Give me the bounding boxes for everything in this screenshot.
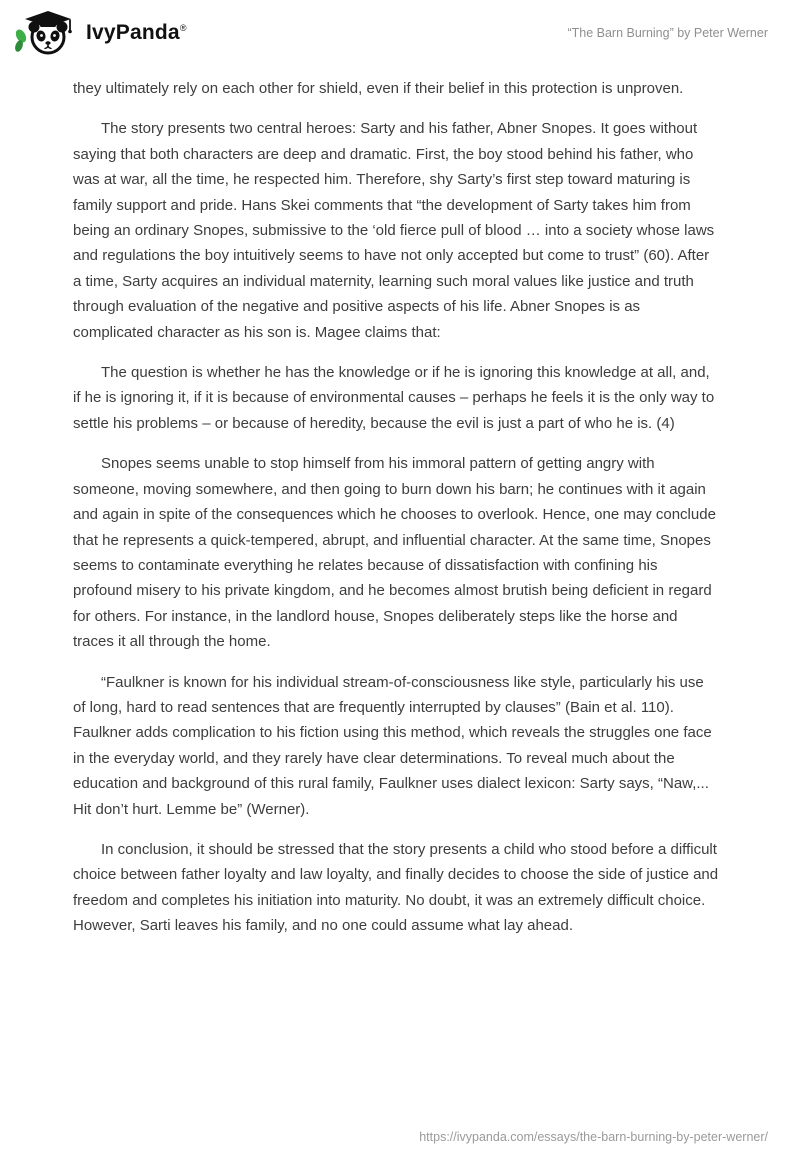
essay-paragraph: they ultimately rely on each other for shield, even if their belief in this protection is unproven. — [73, 80, 684, 97]
essay-body — [0, 64, 800, 939]
essay-paragraph: Snopes seems unable to stop himself from his immoral pattern of getting angry with someone, moving somewhere, and then going to burn down his barn; he continues with it again and again in spite of the consequences which he chooses to overlook. Hence, one may conclude that he represents a quick-tempered, abrupt, and influential character. At the same time, Snopes seems to contaminate everything he relates because of dissatisfaction with confining his profound misery to his private kingdom, and he becomes almost brutish being deficient in regard for others. For instance, in the landlord house, Snopes deliberately steps like the horse and traces it all through the home. — [73, 455, 716, 651]
page-footer — [419, 1130, 768, 1144]
panda-graduate-icon — [14, 10, 76, 56]
essay-paragraph: “Faulkner is known for his individual stream-of-consciousness like style, particularly his use of long, hard to read sentences that are frequently interrupted by clauses” (Bain et al. 110). Faulkner adds complication to his fiction using this method, which reveals the struggles one face in the everyday world, and they rarely have clear determinations. To reveal much about the education and background of this rural family, Faulkner uses dialect lexicon: Sarty says, “Naw,... Hit don’t hurt. Lemme be” (Werner). — [73, 673, 712, 818]
page-header — [0, 0, 800, 64]
essay-paragraph: In conclusion, it should be stressed that the story presents a child who stood before a difficult choice between father loyalty and law loyalty, and finally decides to choose the side of justice and freedom and completes his initiation into maturity. No doubt, it was an extremely difficult choice. However, Sarti leaves his family, and no one could assume what lay ahead. — [73, 840, 719, 935]
source-url-link[interactable]: https://ivypanda.com/essays/the-barn-burning-by-peter-werner/ — [419, 1130, 768, 1144]
essay-paragraph: The question is whether he has the knowledge or if he is ignoring this knowledge at all, and, if he is ignoring it, if it is because of environmental causes – perhaps he feels it is the only way to settle his problems – or because of heredity, because the evil is just a part of who he is. (4) — [73, 364, 715, 432]
essay-paragraph: The story presents two central heroes: Sarty and his father, Abner Snopes. It goes without saying that both characters are deep and dramatic. First, the boy stood behind his father, who was at war, all the time, he respected him. Therefore, shy Sarty’s first step toward maturing is family support and pride. Hans Skei comments that “the development of Sarty takes him from being an ordinary Snopes, submissive to the ‘old fierce pull of blood … into a society whose laws and regulations the boy intuitively seems to have not only accepted but come to trust” (60). After a time, Sarty acquires an individual maternity, learning such moral values like justice and truth through evaluation of the negative and positive aspects of his life. Abner Snopes is as complicated character as his son is. Magee claims that: — [73, 120, 715, 341]
document-title: “The Barn Burning” by Peter Werner — [567, 26, 768, 40]
registered-mark: ® — [179, 23, 187, 33]
brand-name: IvyPanda® — [86, 21, 187, 44]
brand-logo[interactable] — [14, 10, 187, 56]
